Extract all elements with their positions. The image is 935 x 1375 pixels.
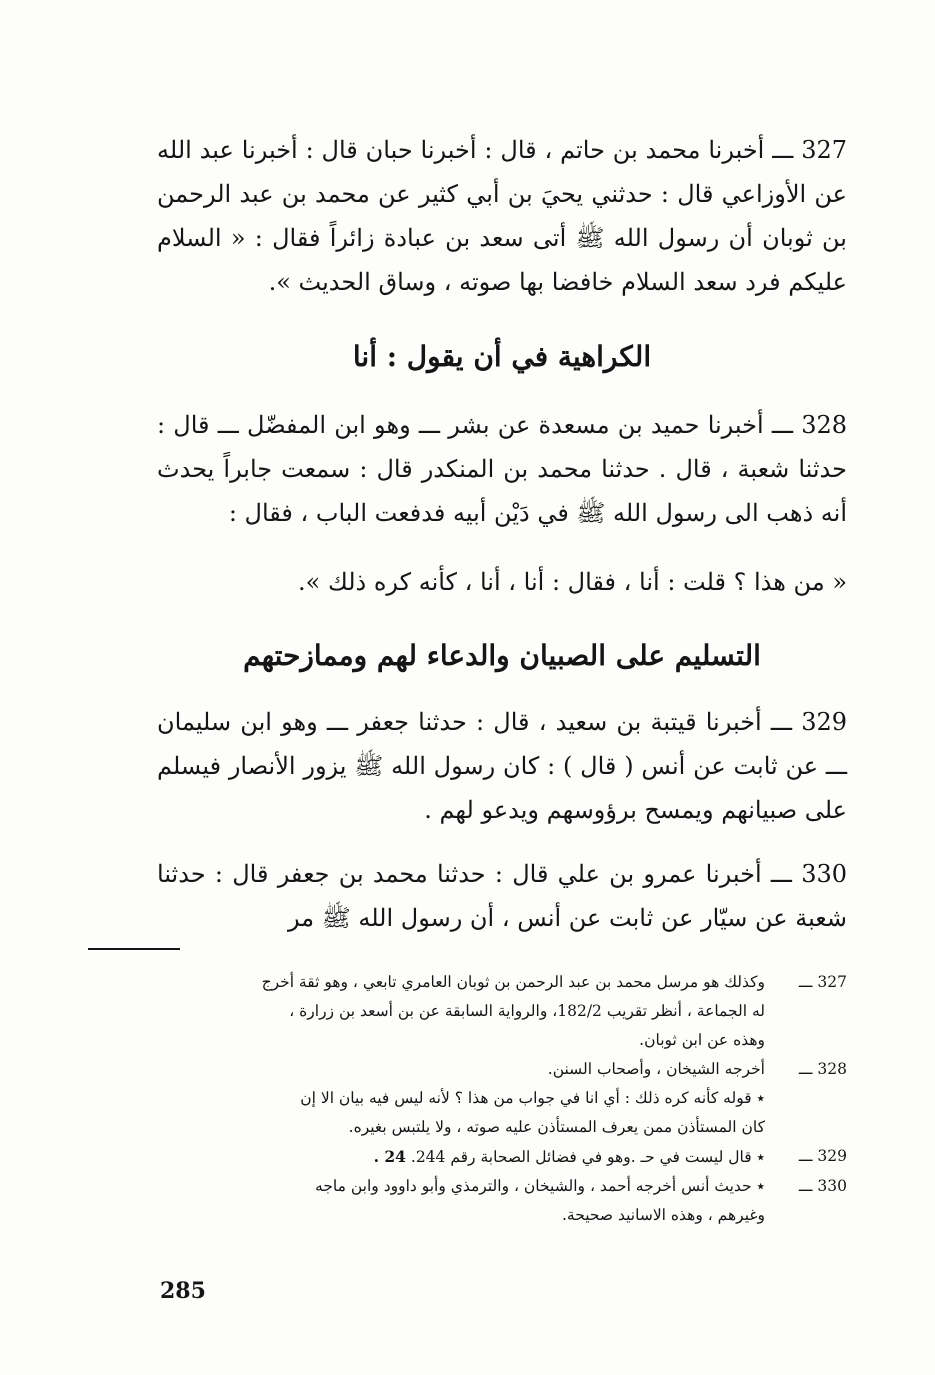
- footnote-327-line-1: وكذلك هو مرسل محمد بن عبد الرحمن بن ثوبان العامري تابعي ، وهو ثقة أخرج: [261, 973, 765, 991]
- hadith-328-text: 328 ـــ أخبرنا حميد بن مسعدة عن بشر ـــ وهو ابن المفضّل ـــ قال : حدثنا شعبة ، قال . حدثنا محمد بن المنكدر قال : سمعت جابراً يحدث أنه ذهب الى رسول الله ﷺ في دَيْن أبيه فدفعت الباب ، فقال :: [157, 411, 847, 527]
- hadith-328-quote-text: « من هذا ؟ قلت : أنا ، فقال : أنا ، أنا ، كأنه كره ذلك ».: [298, 568, 847, 596]
- footnote-327-number: 327 ـــ: [798, 973, 847, 991]
- paragraph-329: [157, 700, 847, 832]
- paragraph-330: [157, 852, 847, 940]
- footnote-separator: [88, 948, 180, 950]
- paragraph-328-quote: [157, 560, 847, 604]
- hadith-327-text: 327 ـــ أخبرنا محمد بن حاتم ، قال : أخبرنا حبان قال : أخبرنا عبد الله عن الأوزاعي قال : حدثني يحيَ بن أبي كثير عن محمد بن عبد الرحمن بن ثوبان أن رسول الله ﷺ أتى سعد بن عبادة زائراً فقال : « السلام عليكم فرد سعد السلام خافضا بها صوته ، وساق الحديث ».: [157, 136, 847, 296]
- paragraph-327: [157, 128, 847, 304]
- footnote-329-number: 329 ـــ: [798, 1147, 847, 1165]
- footnote-328-line-1: أخرجه الشيخان ، وأصحاب السنن.: [547, 1060, 765, 1078]
- page-number: 285: [160, 1278, 206, 1304]
- footnote-329-mark: 24 .: [373, 1147, 406, 1166]
- footnote-329-line-1: ٭ قال ليست في حـ .وهو في فضائل الصحابة رقم 244.: [410, 1148, 765, 1166]
- section-heading-taslim: التسليم على الصبيان والدعاء لهم وممازحتهم: [243, 639, 761, 672]
- footnote-330: [157, 1172, 847, 1201]
- footnote-328-note-1: ٭ قوله كأنه كره ذلك : أي انا في جواب من هذا ؟ لأنه ليس فيه بيان الا إن: [300, 1089, 765, 1107]
- hadith-330-text: 330 ـــ أخبرنا عمرو بن علي قال : حدثنا محمد بن جعفر قال : حدثنا شعبة عن سيّار عن ثابت عن أنس ، أن رسول الله ﷺ مر: [157, 860, 847, 932]
- footnote-327-line-3: وهذه عن ابن ثوبان.: [639, 1031, 765, 1049]
- footnote-329: [157, 1142, 847, 1172]
- footnote-328: [157, 1055, 847, 1084]
- footnotes: [157, 968, 847, 1230]
- footnote-328-note-2: كان المستأذن ممن يعرف المستأذن عليه صوته ، ولا يلتبس بغيره.: [348, 1118, 765, 1136]
- footnote-327: [157, 968, 847, 997]
- footnote-330-number: 330 ـــ: [798, 1177, 847, 1195]
- footnote-327-line-2: له الجماعة ، أنظر تقريب 182/2، والرواية السابقة عن بن أسعد بن زرارة ،: [289, 1002, 765, 1020]
- footnote-330-line-1: ٭ حديث أنس أخرجه أحمد ، والشيخان ، والترمذي وأبو داوود وابن ماجه: [315, 1177, 765, 1195]
- hadith-329-text: 329 ـــ أخبرنا قيتبة بن سعيد ، قال : حدثنا جعفر ـــ وهو ابن سليمان ـــ عن ثابت عن أنس ( قال ) : كان رسول الله ﷺ يزور الأنصار فيسلم على صبيانهم ويمسح برؤوسهم ويدعو لهم .: [157, 708, 847, 824]
- section-heading-kirahiya: الكراهية في أن يقول : أنا: [352, 340, 652, 373]
- footnote-330-line-2: وغيرهم ، وهذه الاسانيد صحيحة.: [561, 1206, 765, 1224]
- paragraph-328: [157, 403, 847, 535]
- footnote-328-number: 328 ـــ: [798, 1060, 847, 1078]
